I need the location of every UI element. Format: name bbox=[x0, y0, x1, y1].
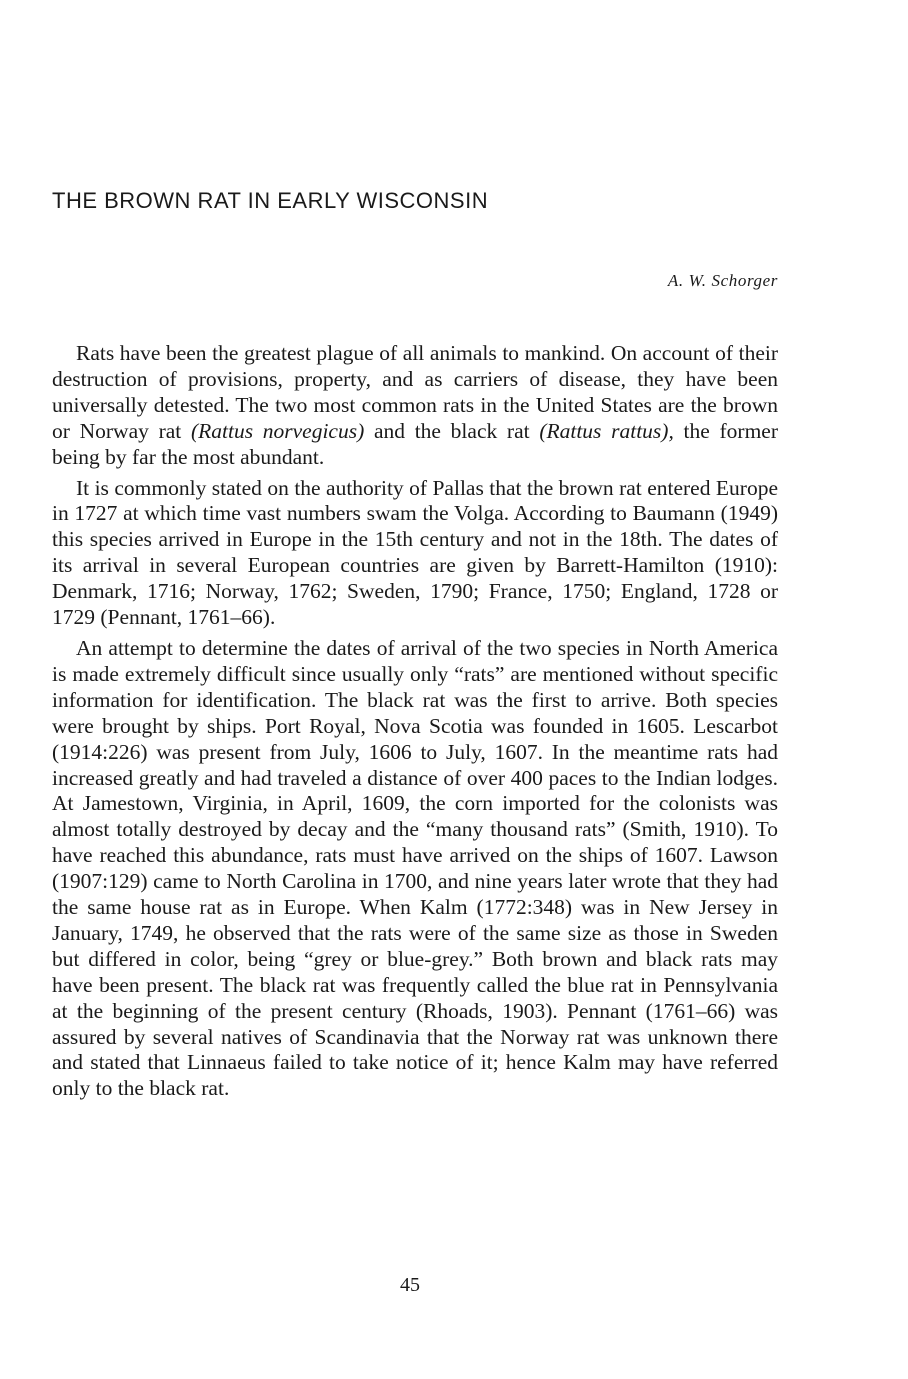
paragraph-1-text-a: Rats have been the greatest plague of all animals to mankind. On account of their destruction of provisions, property, and as carriers of disease, they have been universally detested. The two most common rats in the United States are the brown or Norway rat bbox=[52, 341, 778, 443]
page-number: 45 bbox=[400, 1274, 420, 1296]
paragraph-1-species-rattus: (Rattus rattus), bbox=[539, 418, 674, 443]
paragraph-1-species-norvegicus: (Rattus norvegicus) bbox=[190, 418, 365, 443]
paragraph-2: It is commonly stated on the authority of Pallas that the brown rat entered Europe in 1727 at which time vast numbers swam the Volga. According to Baumann (1949) this species arrived in Europe in the 15th century and not in the 18th. The dates of its arrival in several European countries are given by Barrett-Hamilton (1910): Denmark, 1716; Norway, 1762; Sweden, 1790; France, 1750; England, 1728 or 1729 (Pennant, 1761–66). bbox=[52, 475, 778, 630]
author-byline: A. W. Schorger bbox=[667, 271, 778, 290]
paragraph-1 bbox=[52, 341, 778, 471]
paragraph-1-text-e: the former being by far the most abundant. bbox=[52, 418, 779, 469]
article-body bbox=[52, 341, 778, 1107]
article-title: THE BROWN RAT IN EARLY WISCONSIN bbox=[52, 188, 489, 213]
paragraph-3: An attempt to determine the dates of arrival of the two species in North America is made extremely difficult since usually only “rats” are mentioned without specific information for identification. The black rat was the first to arrive. Both species were brought by ships. Port Royal, Nova Scotia was founded in 1605. Lescarbot (1914:226) was present from July, 1606 to July, 1607. In the meantime rats had increased greatly and had traveled a distance of over 400 paces to the Indian lodges. At Jamestown, Virginia, in April, 1609, the corn imported for the colonists was almost totally destroyed by decay and the “many thousand rats” (Smith, 1910). To have reached this abundance, rats must have arrived on the ships of 1607. Lawson (1907:129) came to North Carolina in 1700, and nine years later wrote that they had the same house rat as in Europe. When Kalm (1772:348) was in New Jersey in January, 1749, he observed that the rats were of the same size as those in Sweden but differed in color, being “grey or blue-grey.” Both brown and black rats may have been present. The black rat was frequently called the blue rat in Pennsylvania at the beginning of the present century (Rhoads, 1903). Pennant (1761–66) was assured by several natives of Scandinavia that the Norway rat was unknown there and stated that Linnaeus failed to take notice of it; hence Kalm may have referred only to the black rat. bbox=[52, 635, 778, 1101]
paragraph-1-text-c: and the black rat bbox=[364, 418, 540, 443]
